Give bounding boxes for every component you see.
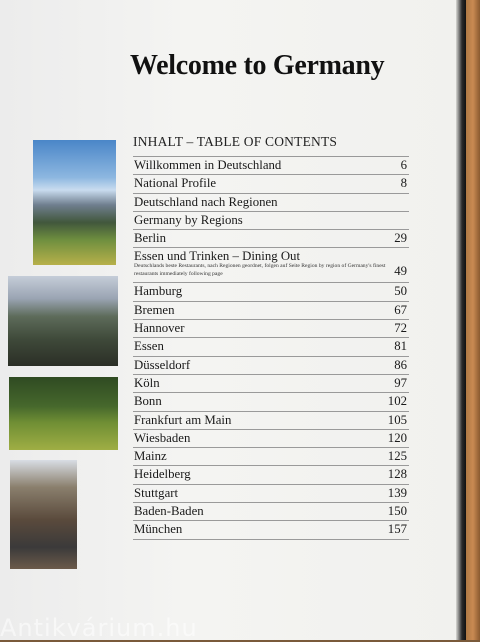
toc-row: Bonn 102 [133, 393, 409, 411]
table-surface [466, 0, 480, 640]
toc-row: Wiesbaden 120 [133, 430, 409, 448]
toc-row: Berlin 29 [133, 230, 409, 248]
toc-row: Frankfurt am Main 105 [133, 412, 409, 430]
toc-row: Willkommen in Deutschland 6 [133, 157, 409, 175]
toc-row: Heidelberg 128 [133, 466, 409, 484]
toc-row: Bremen 67 [133, 302, 409, 320]
toc-row: Essen und Trinken – Dining Out Deutschlands beste Restaurants, nach Regionen geordnet, folgen auf Seite Region by region of Germany's finest restaurants immediately following page 49 [133, 248, 409, 283]
toc-row: Köln 97 [133, 375, 409, 393]
half-timbered-houses-photo [10, 460, 77, 569]
alpine-landscape-photo [33, 140, 116, 265]
toc-row: Hamburg 50 [133, 283, 409, 301]
page-title: Welcome to Germany [130, 50, 385, 81]
toc-row-note: Deutschlands beste Restaurants, nach Regionen geordnet, folgen auf Seite Region by region of Germany's finest restaurants immediately following page [134, 263, 386, 277]
toc-row: Baden-Baden 150 [133, 503, 409, 521]
toc-row: Stuttgart 139 [133, 485, 409, 503]
toc-row: Germany by Regions [133, 212, 409, 230]
village-church-photo [8, 276, 118, 366]
toc-row: Hannover 72 [133, 320, 409, 338]
toc-row: Deutschland nach Regionen [133, 194, 409, 212]
table-of-contents [133, 156, 409, 540]
toc-row: Düsseldorf 86 [133, 357, 409, 375]
toc-row: Essen 81 [133, 338, 409, 356]
watermark: Antikvárium.hu [0, 614, 198, 642]
toc-row: München 157 [133, 521, 409, 539]
toc-row: Mainz 125 [133, 448, 409, 466]
book-spine [456, 0, 466, 640]
meadow-photo [9, 377, 118, 450]
toc-row: National Profile 8 [133, 175, 409, 193]
toc-heading: INHALT – TABLE OF CONTENTS [133, 134, 338, 149]
